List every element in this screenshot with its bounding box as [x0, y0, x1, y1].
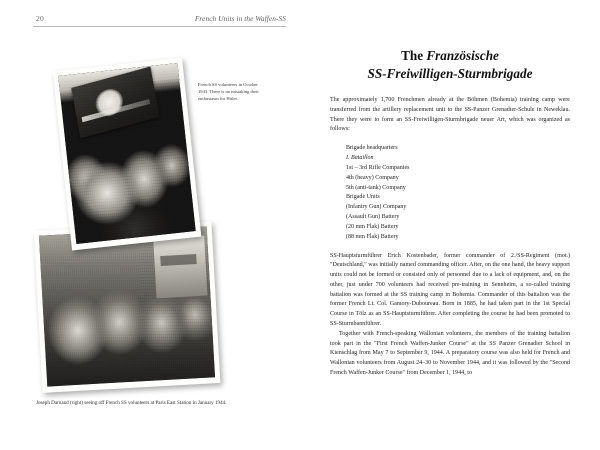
- paragraph-intro: The approximately 1,700 Frenchmen already at the Böhmen (Bohemia) training camp were transferred from the artillery replacement unit to the SS-Panzer Grenadier-Schule in Neweklau. There they were to form an SS-Freiwilligen-Sturmbrigade neuer Art, which was organized as follows:: [330, 97, 570, 133]
- photo-joseph-darnand-paris-east-station: [34, 221, 221, 393]
- chapter-title-subtitle: SS-Freiwilligen-Sturmbrigade: [367, 66, 533, 82]
- chapter-title-article: The: [401, 47, 427, 63]
- page-folio-number: 20: [36, 14, 45, 23]
- chapter-title-word-franzosische: Französische: [426, 47, 499, 63]
- photo-plate: [39, 226, 215, 386]
- right-page: [330, 0, 570, 450]
- org-list-item: I. Bataillon: [346, 154, 374, 161]
- photo-image-content: [58, 63, 196, 244]
- paragraph-gap: [330, 135, 570, 144]
- photo-plate: [58, 63, 196, 244]
- brigade-organization-list: [330, 144, 570, 242]
- banner-placard: [71, 66, 159, 137]
- running-header-title: French Units in the Waffen-SS: [194, 14, 286, 23]
- paragraph-gap: [330, 243, 570, 252]
- paragraph-junker-course: Together with French-speaking Wallonian volunteers, the members of the training battalion took part in the "First French Waffen-Junker Course" at the SS Panzer Grenadier School in Kienschlag from May 7 to September 9, 1944. A preparatory course was also held for French and Wallonian volunteers from August 24–30 to November 1944, and it was followed by the "Second French Waffen-Junker Course" from December 1, 1944, to: [330, 330, 570, 376]
- body-column: [330, 96, 570, 379]
- sky-region: [58, 63, 180, 103]
- paragraph-kostenbader: SS-Hauptsturmführer Erich Kostenbader, former commander of 2./SS-Regiment (mot.) "Deutschland," was initially named commanding officer. After, on the one hand, the heavy support units could not be formed or consisted only of personnel due to a lack of equipment, and, on the other, just under 700 volunteers had received pre-training in Sennheim, a so-called training battalion was formed at the SS training camp in Bohemia. Commander of this battalion was the former French Lt. Col. Gamory-Duboureau. Born in 1885, he had taken part in the 1st Special Course in Tölz as an SS-Hauptsturmführer. After completing the course he had been promoted to SS-Sturmbannführer.: [330, 252, 570, 328]
- org-list-item: Brigade headquarters: [346, 145, 398, 152]
- org-list-item: (20 mm Flak) Battery: [346, 223, 399, 230]
- org-list-item: 1st – 3rd Rifle Companies: [346, 164, 410, 171]
- org-list-item: 5th (anti-tank) Company: [346, 184, 406, 191]
- photo-caption-bottom: Joseph Darnand (right) seeing off French SS volunteers at Paris East Station in January 1944.: [36, 400, 227, 406]
- photo-caption-inset: French SS volunteers in October 1943. There is no mistaking their enthusiasm for Hitler.: [198, 82, 259, 101]
- org-list-item: 4th (heavy) Company: [346, 174, 399, 181]
- org-list-item: (88 mm Flak) Battery: [346, 233, 399, 240]
- org-list-item: (Assault Gun) Battery: [346, 214, 400, 221]
- org-list-item: Brigade Units: [346, 194, 380, 201]
- photo-french-ss-volunteers-october-1943: [53, 58, 202, 251]
- org-list-item: (Infantry Gun) Company: [346, 204, 407, 211]
- chapter-title: [330, 47, 570, 83]
- station-window-detail: [153, 236, 207, 299]
- header-rule: [33, 26, 286, 27]
